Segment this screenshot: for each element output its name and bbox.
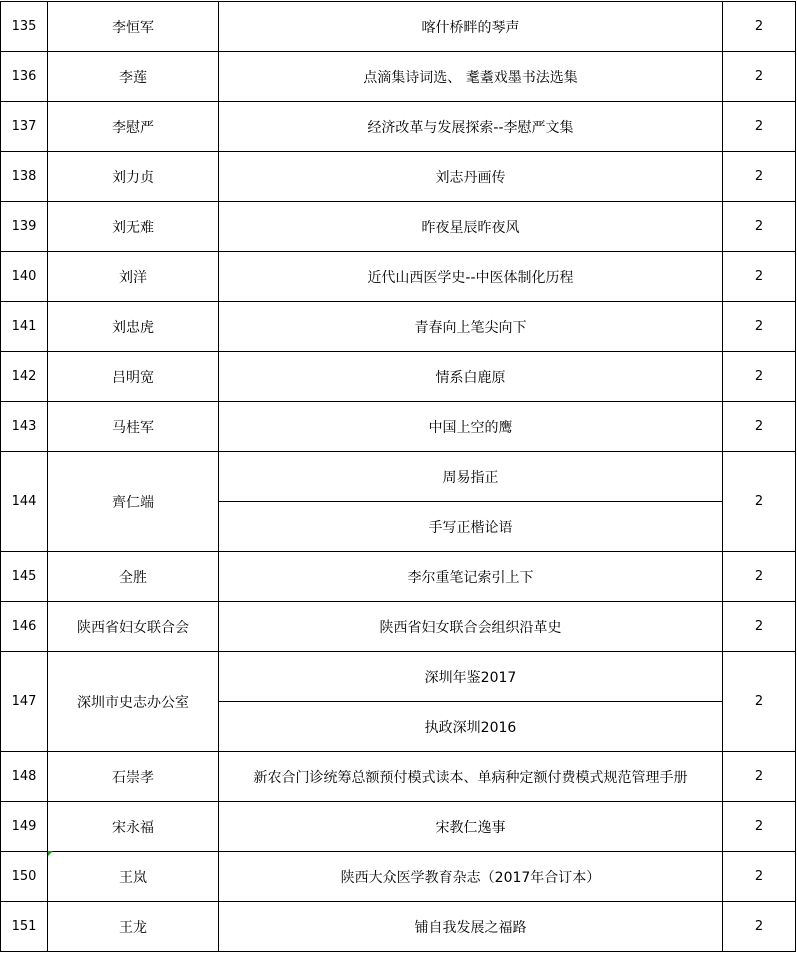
author-cell[interactable]: 马桂军 xyxy=(48,402,219,452)
row-number-cell[interactable]: 135 xyxy=(1,2,48,52)
author-cell[interactable]: 刘洋 xyxy=(48,252,219,302)
row-number-cell[interactable]: 151 xyxy=(1,902,48,952)
book-title-cell[interactable]: 深圳年鉴2017 xyxy=(219,652,723,702)
row-number-cell[interactable]: 149 xyxy=(1,802,48,852)
book-title-cell[interactable]: 宋教仁逸事 xyxy=(219,802,723,852)
quantity-cell[interactable]: 2 xyxy=(723,52,796,102)
quantity-cell[interactable]: 2 xyxy=(723,852,796,902)
row-number-cell[interactable]: 140 xyxy=(1,252,48,302)
table-row xyxy=(1,152,796,202)
table-row xyxy=(1,652,796,702)
book-title-cell[interactable]: 昨夜星辰昨夜风 xyxy=(219,202,723,252)
author-cell[interactable]: 李慰严 xyxy=(48,102,219,152)
row-number-cell[interactable]: 148 xyxy=(1,752,48,802)
table-row xyxy=(1,552,796,602)
row-number-cell[interactable]: 146 xyxy=(1,602,48,652)
quantity-cell[interactable]: 2 xyxy=(723,302,796,352)
row-number-cell[interactable]: 136 xyxy=(1,52,48,102)
author-cell[interactable]: 李恒军 xyxy=(48,2,219,52)
row-number-cell[interactable]: 143 xyxy=(1,402,48,452)
author-cell[interactable]: 石崇孝 xyxy=(48,752,219,802)
quantity-cell[interactable]: 2 xyxy=(723,152,796,202)
book-list-table xyxy=(0,1,796,952)
row-number-cell[interactable]: 144 xyxy=(1,452,48,552)
quantity-cell[interactable]: 2 xyxy=(723,752,796,802)
book-title-cell[interactable]: 点滴集诗词选、 耄耋戏墨书法选集 xyxy=(219,52,723,102)
quantity-cell[interactable]: 2 xyxy=(723,802,796,852)
author-cell[interactable]: 吕明宽 xyxy=(48,352,219,402)
author-cell[interactable]: 刘无难 xyxy=(48,202,219,252)
quantity-cell[interactable]: 2 xyxy=(723,2,796,52)
author-cell[interactable]: 李莲 xyxy=(48,52,219,102)
cell-marker-triangle xyxy=(48,851,53,856)
row-number-cell[interactable]: 145 xyxy=(1,552,48,602)
book-title-cell[interactable]: 李尔重笔记索引上下 xyxy=(219,552,723,602)
table-row xyxy=(1,602,796,652)
row-number-cell[interactable]: 141 xyxy=(1,302,48,352)
table-row xyxy=(1,302,796,352)
quantity-cell[interactable]: 2 xyxy=(723,552,796,602)
row-number-cell[interactable]: 142 xyxy=(1,352,48,402)
quantity-cell[interactable]: 2 xyxy=(723,102,796,152)
book-title-cell[interactable]: 手写正楷论语 xyxy=(219,502,723,552)
table-row xyxy=(1,202,796,252)
table-row xyxy=(1,452,796,502)
table-row xyxy=(1,902,796,952)
table-body xyxy=(1,2,796,952)
author-cell[interactable]: 深圳市史志办公室 xyxy=(48,652,219,752)
table-row xyxy=(1,352,796,402)
row-number-cell[interactable]: 138 xyxy=(1,152,48,202)
book-title-cell[interactable]: 中国上空的鹰 xyxy=(219,402,723,452)
row-number-cell[interactable]: 139 xyxy=(1,202,48,252)
book-title-cell[interactable]: 陕西大众医学教育杂志（2017年合订本） xyxy=(219,852,723,902)
quantity-cell[interactable]: 2 xyxy=(723,252,796,302)
book-title-cell[interactable]: 陕西省妇女联合会组织沿革史 xyxy=(219,602,723,652)
book-title-cell[interactable]: 铺自我发展之福路 xyxy=(219,902,723,952)
row-number-cell[interactable]: 150 xyxy=(1,852,48,902)
quantity-cell[interactable]: 2 xyxy=(723,352,796,402)
quantity-cell[interactable]: 2 xyxy=(723,202,796,252)
quantity-cell[interactable]: 2 xyxy=(723,902,796,952)
quantity-cell[interactable]: 2 xyxy=(723,452,796,552)
table-row xyxy=(1,402,796,452)
author-cell[interactable]: 宋永福 xyxy=(48,802,219,852)
author-cell[interactable]: 全胜 xyxy=(48,552,219,602)
quantity-cell[interactable]: 2 xyxy=(723,652,796,752)
book-title-cell[interactable]: 情系白鹿原 xyxy=(219,352,723,402)
book-title-cell[interactable]: 近代山西医学史--中医体制化历程 xyxy=(219,252,723,302)
table-row xyxy=(1,752,796,802)
quantity-cell[interactable]: 2 xyxy=(723,602,796,652)
author-cell[interactable]: 刘忠虎 xyxy=(48,302,219,352)
author-cell[interactable]: 刘力贞 xyxy=(48,152,219,202)
book-title-cell[interactable]: 执政深圳2016 xyxy=(219,702,723,752)
quantity-cell[interactable]: 2 xyxy=(723,402,796,452)
author-cell[interactable]: 齊仁端 xyxy=(48,452,219,552)
table-row xyxy=(1,852,796,902)
table-row xyxy=(1,2,796,52)
author-cell[interactable]: 王岚 xyxy=(48,852,219,902)
author-cell[interactable]: 王龙 xyxy=(48,902,219,952)
table-row xyxy=(1,102,796,152)
table-row xyxy=(1,252,796,302)
book-title-cell[interactable]: 经济改革与发展探索--李慰严文集 xyxy=(219,102,723,152)
book-title-cell[interactable]: 周易指正 xyxy=(219,452,723,502)
book-title-cell[interactable]: 喀什桥畔的琴声 xyxy=(219,2,723,52)
row-number-cell[interactable]: 137 xyxy=(1,102,48,152)
book-title-cell[interactable]: 刘志丹画传 xyxy=(219,152,723,202)
table-row xyxy=(1,52,796,102)
row-number-cell[interactable]: 147 xyxy=(1,652,48,752)
author-cell[interactable]: 陕西省妇女联合会 xyxy=(48,602,219,652)
table-row xyxy=(1,802,796,852)
book-title-cell[interactable]: 青春向上笔尖向下 xyxy=(219,302,723,352)
book-title-cell[interactable]: 新农合门诊统筹总额预付模式读本、单病种定额付费模式规范管理手册 xyxy=(219,752,723,802)
